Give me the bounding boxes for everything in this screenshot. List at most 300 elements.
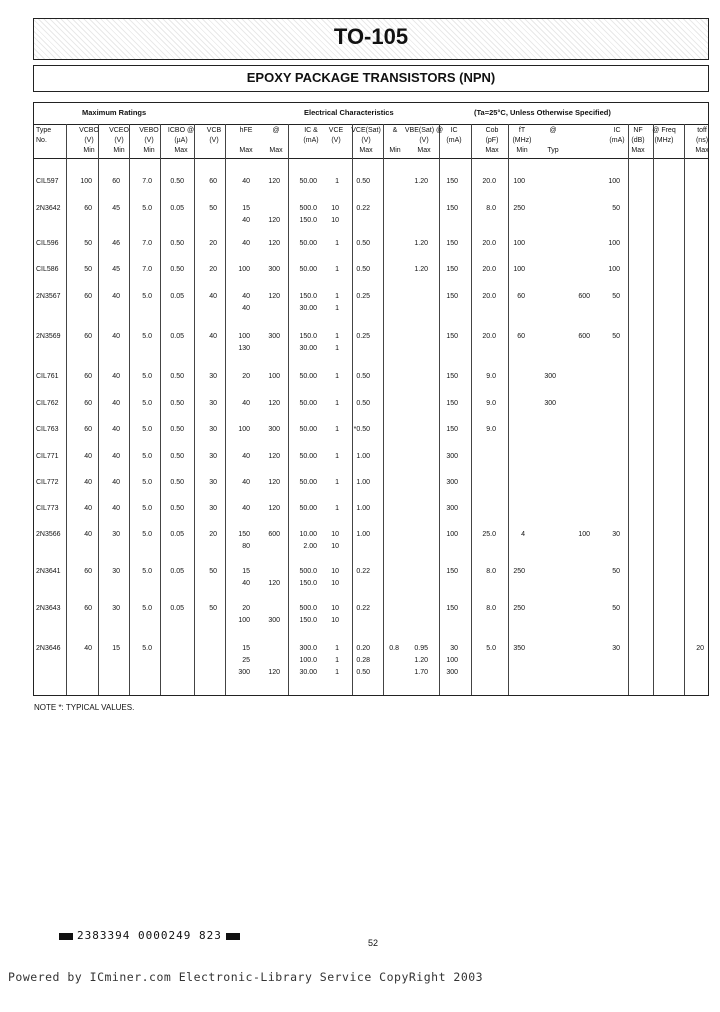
table-cell: 1.70: [414, 669, 428, 676]
page-subtitle: EPOXY PACKAGE TRANSISTORS (NPN): [246, 70, 496, 85]
table-cell: 150.0: [299, 617, 317, 624]
table-cell: 5.0: [142, 426, 152, 433]
col-header-l3: Min: [389, 147, 401, 154]
table-cell: 60: [517, 293, 525, 300]
table-cell: 60: [84, 205, 92, 212]
table-cell: 40: [242, 400, 250, 407]
table-cell: 5.0: [142, 605, 152, 612]
col-header-l2: (V): [84, 137, 94, 144]
table-cell: 30: [112, 568, 120, 575]
table-cell: 50: [209, 605, 217, 612]
table-cell: 250: [513, 568, 525, 575]
table-cell: 5.0: [142, 333, 152, 340]
table-cell: 0.50: [356, 178, 370, 185]
table-cell: 4: [521, 531, 525, 538]
col-header-l2: (dB): [631, 137, 645, 144]
table-cell: 150.0: [299, 580, 317, 587]
table-cell: 60: [84, 333, 92, 340]
col-header-l1: VBE(Sat) @: [404, 127, 444, 134]
table-cell: 60: [84, 426, 92, 433]
table-cell: 1.00: [356, 453, 370, 460]
page-title: TO-105: [333, 24, 409, 49]
table-cell: 1: [335, 505, 339, 512]
table-cell: 10: [331, 205, 339, 212]
table-cell: 150: [446, 178, 458, 185]
table-cell: 100: [238, 333, 250, 340]
col-header-l2: (µA): [174, 137, 188, 144]
table-cell: 60: [84, 373, 92, 380]
col-header-l2: (V): [144, 137, 154, 144]
table-cell: 0.50: [356, 266, 370, 273]
table-cell: 40: [242, 293, 250, 300]
transistor-table: [33, 102, 709, 696]
table-cell: 10: [331, 543, 339, 550]
table-cell: 100: [513, 178, 525, 185]
col-header-l3: Max: [631, 147, 645, 154]
column-divider: [383, 124, 384, 695]
table-cell: 40: [242, 580, 250, 587]
table-cell: 50.00: [299, 400, 317, 407]
table-cell: 1: [335, 345, 339, 352]
table-cell: 120: [268, 505, 280, 512]
table-cell: 500.0: [299, 605, 317, 612]
table-cell: 0.05: [170, 568, 184, 575]
col-header-l3: Max: [174, 147, 188, 154]
table-cell: 1: [335, 305, 339, 312]
table-cell: 30: [209, 479, 217, 486]
table-cell: 1: [335, 266, 339, 273]
footer-barcode: [55, 929, 244, 942]
table-cell: 0.50: [170, 505, 184, 512]
type-number: CIL772: [36, 479, 59, 486]
table-cell: 46: [112, 240, 120, 247]
col-header-l1: toff: [697, 127, 707, 134]
table-cell: 150: [446, 373, 458, 380]
group-electrical: Electrical Characteristics: [304, 108, 394, 117]
table-cell: 0.05: [170, 605, 184, 612]
col-header-l2: (MHz): [654, 137, 674, 144]
table-cell: 150: [446, 205, 458, 212]
table-cell: 0.50: [356, 400, 370, 407]
table-cell: 100: [80, 178, 92, 185]
table-cell: 60: [84, 293, 92, 300]
powered-by-line: Powered by ICminer.com Electronic-Library Service CopyRight 2003: [8, 970, 484, 984]
table-cell: 9.0: [486, 373, 496, 380]
col-header-l1: Type: [36, 127, 52, 134]
table-cell: 5.0: [486, 645, 496, 652]
col-header-l2: (mA): [303, 137, 319, 144]
table-cell: 0.05: [170, 333, 184, 340]
table-cell: 20.0: [482, 240, 496, 247]
type-number: 2N3566: [36, 531, 61, 538]
table-cell: 7.0: [142, 266, 152, 273]
table-cell: 50: [612, 293, 620, 300]
col-header-l1: IC &: [304, 127, 318, 134]
table-cell: 5.0: [142, 293, 152, 300]
table-cell: 40: [84, 479, 92, 486]
table-cell: 20: [242, 373, 250, 380]
table-cell: 0.28: [356, 657, 370, 664]
table-cell: 10: [331, 580, 339, 587]
table-cell: 150: [446, 240, 458, 247]
col-header-l1: @: [549, 127, 557, 134]
col-header-l2: (V): [209, 137, 219, 144]
table-cell: 40: [242, 479, 250, 486]
table-cell: 5.0: [142, 568, 152, 575]
table-cell: 130: [238, 345, 250, 352]
column-divider: [653, 124, 654, 695]
table-cell: 40: [242, 240, 250, 247]
table-cell: 150.0: [299, 217, 317, 224]
table-cell: 50: [84, 266, 92, 273]
table-cell: 50.00: [299, 178, 317, 185]
col-header-l3: Max: [695, 147, 709, 154]
table-cell: 50.00: [299, 373, 317, 380]
table-cell: 120: [268, 293, 280, 300]
table-cell: 8.0: [486, 205, 496, 212]
col-header-l1: VCBO: [79, 127, 99, 134]
table-cell: 100.0: [299, 657, 317, 664]
table-cell: 1: [335, 178, 339, 185]
table-cell: 40: [242, 178, 250, 185]
col-header-l3: Max: [359, 147, 373, 154]
table-cell: 30: [209, 426, 217, 433]
table-cell: 1.20: [414, 240, 428, 247]
table-cell: 120: [268, 217, 280, 224]
table-cell: 300: [544, 373, 556, 380]
table-cell: 0.50: [170, 266, 184, 273]
col-header-l2: (ns): [695, 137, 709, 144]
table-cell: 600: [578, 293, 590, 300]
table-cell: 0.50: [170, 479, 184, 486]
table-cell: 30: [209, 505, 217, 512]
table-cell: 300: [544, 400, 556, 407]
table-cell: 7.0: [142, 240, 152, 247]
col-header-l1: VCE: [328, 127, 344, 134]
table-cell: 1.20: [414, 178, 428, 185]
table-cell: 100: [238, 426, 250, 433]
type-number: CIL762: [36, 400, 59, 407]
block-mark-icon: [59, 933, 73, 940]
table-cell: 5.0: [142, 205, 152, 212]
table-cell: 40: [209, 293, 217, 300]
table-cell: 600: [578, 333, 590, 340]
table-cell: 7.0: [142, 178, 152, 185]
table-cell: 0.8: [389, 645, 399, 652]
table-cell: 100: [578, 531, 590, 538]
table-cell: 120: [268, 453, 280, 460]
table-cell: 45: [112, 266, 120, 273]
col-header-l2: (mA): [609, 137, 625, 144]
table-cell: 8.0: [486, 605, 496, 612]
table-cell: 150: [446, 568, 458, 575]
table-cell: 60: [209, 178, 217, 185]
table-cell: 40: [112, 400, 120, 407]
table-cell: 1: [335, 240, 339, 247]
table-cell: 60: [84, 568, 92, 575]
table-cell: 120: [268, 400, 280, 407]
col-header-l1: IC: [450, 127, 458, 134]
column-divider: [684, 124, 685, 695]
table-cell: 250: [513, 205, 525, 212]
col-header-l3: Max: [485, 147, 499, 154]
table-cell: 20: [209, 266, 217, 273]
table-cell: 0.20: [356, 645, 370, 652]
table-cell: 150: [446, 293, 458, 300]
table-cell: 0.50: [170, 178, 184, 185]
col-header-l1: ICBO @: [167, 127, 195, 134]
table-cell: 50.00: [299, 426, 317, 433]
table-cell: 30: [612, 531, 620, 538]
table-cell: 40: [242, 505, 250, 512]
table-cell: 50: [612, 568, 620, 575]
table-cell: 250: [513, 605, 525, 612]
table-cell: 120: [268, 240, 280, 247]
col-header-l2: (MHz): [512, 137, 532, 144]
table-cell: 50.00: [299, 266, 317, 273]
table-cell: 150: [238, 531, 250, 538]
table-cell: 1.20: [414, 657, 428, 664]
table-cell: 0.50: [356, 373, 370, 380]
table-cell: 20: [696, 645, 704, 652]
table-cell: 45: [112, 205, 120, 212]
table-cell: 15: [242, 645, 250, 652]
table-cell: 300: [446, 479, 458, 486]
table-cell: 300: [268, 617, 280, 624]
table-cell: 1.00: [356, 479, 370, 486]
table-cell: 50.00: [299, 479, 317, 486]
table-cell: 50.00: [299, 453, 317, 460]
table-cell: 40: [112, 293, 120, 300]
table-cell: 8.0: [486, 568, 496, 575]
table-cell: 1: [335, 657, 339, 664]
table-cell: 1.00: [356, 531, 370, 538]
col-header-l3: Min: [516, 147, 528, 154]
table-cell: 15: [242, 205, 250, 212]
table-cell: 40: [112, 426, 120, 433]
type-number: 2N3567: [36, 293, 61, 300]
table-cell: 60: [517, 333, 525, 340]
table-cell: 300: [268, 266, 280, 273]
table-cell: 25: [242, 657, 250, 664]
group-conditions: (Ta=25°C, Unless Otherwise Specified): [474, 108, 611, 117]
table-cell: 120: [268, 669, 280, 676]
table-cell: 40: [84, 531, 92, 538]
table-cell: 0.50: [170, 240, 184, 247]
header-bottom-rule: [34, 158, 708, 159]
table-cell: 40: [242, 305, 250, 312]
table-cell: 5.0: [142, 453, 152, 460]
col-header-l3: Min: [83, 147, 95, 154]
table-cell: 20: [209, 531, 217, 538]
footnote: NOTE *: TYPICAL VALUES.: [34, 703, 135, 712]
table-cell: 15: [112, 645, 120, 652]
table-cell: 20.0: [482, 293, 496, 300]
table-cell: 100: [513, 240, 525, 247]
col-header-l1: @ Freq: [652, 127, 676, 134]
table-cell: 30: [209, 453, 217, 460]
table-cell: 150: [446, 426, 458, 433]
table-cell: 1: [335, 479, 339, 486]
table-cell: 60: [112, 178, 120, 185]
header-rule: [34, 124, 708, 125]
table-cell: 300: [268, 426, 280, 433]
table-cell: 2.00: [303, 543, 317, 550]
table-cell: 40: [242, 217, 250, 224]
table-cell: 5.0: [142, 505, 152, 512]
table-cell: 120: [268, 178, 280, 185]
table-cell: 100: [608, 240, 620, 247]
col-header-l3: Max: [239, 147, 253, 154]
table-cell: 50: [612, 205, 620, 212]
table-cell: 20.0: [482, 266, 496, 273]
table-cell: 300: [446, 669, 458, 676]
table-cell: 0.95: [414, 645, 428, 652]
group-max-ratings: Maximum Ratings: [82, 108, 147, 117]
table-cell: 30: [112, 531, 120, 538]
col-header-l2: (V): [114, 137, 124, 144]
table-cell: 300: [268, 333, 280, 340]
table-cell: 30.00: [299, 669, 317, 676]
table-cell: 100: [268, 373, 280, 380]
title-banner: [33, 18, 709, 60]
table-cell: 60: [84, 400, 92, 407]
type-number: 2N3641: [36, 568, 61, 575]
table-cell: 40: [112, 333, 120, 340]
table-cell: 50: [209, 568, 217, 575]
type-number: CIL596: [36, 240, 59, 247]
table-cell: 150: [446, 400, 458, 407]
page-number: 52: [368, 938, 379, 948]
table-cell: 1: [335, 453, 339, 460]
table-cell: 300: [446, 505, 458, 512]
table-cell: 500.0: [299, 205, 317, 212]
table-cell: 40: [112, 505, 120, 512]
table-cell: 1: [335, 669, 339, 676]
table-cell: 10.00: [299, 531, 317, 538]
table-cell: 50: [612, 605, 620, 612]
type-number: CIL771: [36, 453, 59, 460]
table-cell: 0.22: [356, 205, 370, 212]
table-cell: 1: [335, 645, 339, 652]
table-cell: 100: [446, 531, 458, 538]
table-cell: 150: [446, 333, 458, 340]
table-cell: 120: [268, 580, 280, 587]
table-cell: 300.0: [299, 645, 317, 652]
col-header-l1: Cob: [485, 127, 499, 134]
col-header-l1: VCE(Sat): [351, 127, 381, 134]
table-cell: 10: [331, 605, 339, 612]
subtitle-banner: [33, 65, 709, 92]
col-header-l2: (V): [331, 137, 341, 144]
type-number: CIL773: [36, 505, 59, 512]
table-cell: 40: [112, 453, 120, 460]
table-cell: 5.0: [142, 373, 152, 380]
col-header-l3: Max: [417, 147, 431, 154]
block-mark-icon: [226, 933, 240, 940]
type-number: 2N3569: [36, 333, 61, 340]
table-cell: 10: [331, 217, 339, 224]
table-cell: 0.50: [170, 426, 184, 433]
table-cell: 0.05: [170, 205, 184, 212]
table-cell: 150: [446, 266, 458, 273]
table-cell: 25.0: [482, 531, 496, 538]
table-cell: 20: [209, 240, 217, 247]
table-cell: 30: [112, 605, 120, 612]
table-cell: 50.00: [299, 240, 317, 247]
table-cell: 5.0: [142, 400, 152, 407]
table-cell: 10: [331, 531, 339, 538]
table-cell: 40: [112, 373, 120, 380]
table-cell: 30: [450, 645, 458, 652]
table-cell: 30: [209, 373, 217, 380]
table-cell: 40: [84, 453, 92, 460]
col-header-l1: &: [392, 127, 398, 134]
table-cell: 20: [242, 605, 250, 612]
table-cell: 10: [331, 617, 339, 624]
table-cell: 30: [612, 645, 620, 652]
table-cell: 100: [608, 266, 620, 273]
col-header-l1: IC: [613, 127, 621, 134]
type-number: 2N3643: [36, 605, 61, 612]
col-header-l2: (pF): [485, 137, 499, 144]
type-number: 2N3646: [36, 645, 61, 652]
table-cell: 5.0: [142, 531, 152, 538]
type-number: CIL761: [36, 373, 59, 380]
table-cell: 150: [446, 605, 458, 612]
table-cell: 1: [335, 426, 339, 433]
table-cell: 600: [268, 531, 280, 538]
table-cell: 0.50: [170, 400, 184, 407]
table-cell: 40: [242, 453, 250, 460]
table-cell: 150.0: [299, 293, 317, 300]
table-cell: 120: [268, 479, 280, 486]
col-header-l2: (mA): [446, 137, 462, 144]
table-cell: 20.0: [482, 333, 496, 340]
table-cell: 1.20: [414, 266, 428, 273]
type-number: CIL763: [36, 426, 59, 433]
col-header-l2: No.: [36, 137, 47, 144]
table-cell: 50: [84, 240, 92, 247]
table-cell: 0.50: [170, 453, 184, 460]
table-cell: 500.0: [299, 568, 317, 575]
table-cell: 1: [335, 293, 339, 300]
col-header-l1: hFE: [239, 127, 253, 134]
table-cell: 100: [446, 657, 458, 664]
table-cell: 40: [84, 645, 92, 652]
table-cell: 1: [335, 373, 339, 380]
table-cell: 50: [612, 333, 620, 340]
table-cell: 100: [513, 266, 525, 273]
table-cell: 150.0: [299, 333, 317, 340]
table-cell: 0.22: [356, 568, 370, 575]
table-cell: 40: [209, 333, 217, 340]
table-cell: 9.0: [486, 426, 496, 433]
col-header-l3: Min: [113, 147, 125, 154]
table-cell: 5.0: [142, 645, 152, 652]
col-header-l3: Typ: [547, 147, 559, 154]
col-header-l3: Max: [269, 147, 283, 154]
table-cell: 0.25: [356, 333, 370, 340]
table-cell: 0.05: [170, 293, 184, 300]
table-cell: 80: [242, 543, 250, 550]
table-cell: 40: [112, 479, 120, 486]
table-cell: 30.00: [299, 305, 317, 312]
col-header-l2: (V): [361, 137, 371, 144]
table-cell: 350: [513, 645, 525, 652]
column-divider: [628, 124, 629, 695]
table-cell: 0.22: [356, 605, 370, 612]
